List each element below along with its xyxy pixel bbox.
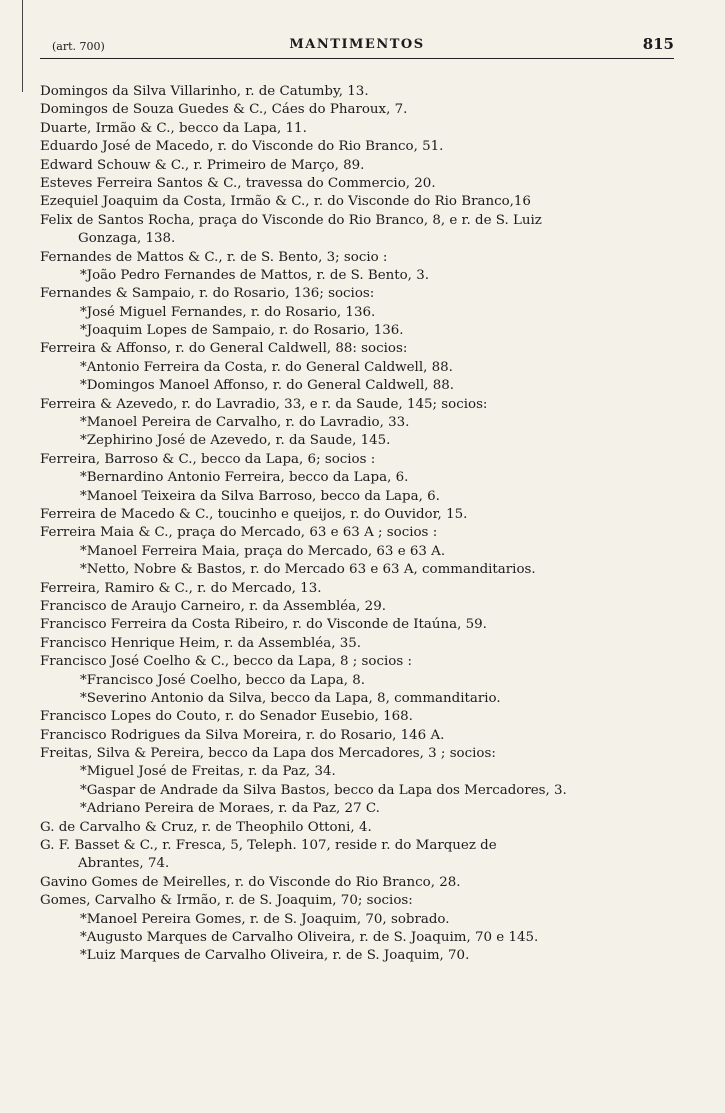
entry-line: Francisco Ferreira da Costa Ribeiro, r. do Visconde de Itaúna, 59.	[40, 617, 487, 633]
partner-line: *Augusto Marques de Carvalho Oliveira, r. de S. Joaquim, 70 e 145.	[80, 929, 539, 945]
continuation-line: Gonzaga, 138.	[78, 231, 176, 247]
partner-line: *José Miguel Fernandes, r. do Rosario, 136.	[80, 304, 376, 320]
article-reference: (art. 700)	[52, 40, 105, 53]
partner-line: *Francisco José Coelho, becco da Lapa, 8.	[80, 672, 366, 688]
partner-line: *João Pedro Fernandes de Mattos, r. de S. Bento, 3.	[80, 267, 429, 283]
partner-line: *Domingos Manoel Affonso, r. do General Caldwell, 88.	[80, 378, 455, 394]
entry-line: Ferreira & Azevedo, r. do Lavradio, 33, e r. da Saude, 145; socios:	[40, 396, 488, 412]
header-rule	[40, 58, 674, 59]
entry-line: Francisco Rodrigues da Silva Moreira, r. do Rosario, 146 A.	[40, 727, 445, 743]
entry-line: Gomes, Carvalho & Irmão, r. de S. Joaquim, 70; socios:	[40, 893, 413, 909]
partner-line: *Manoel Pereira Gomes, r. de S. Joaquim, 70, sobrado.	[80, 911, 450, 927]
partner-line: *Bernardino Antonio Ferreira, becco da Lapa, 6.	[80, 470, 409, 486]
partner-line: *Manoel Pereira de Carvalho, r. do Lavradio, 33.	[80, 415, 410, 431]
entry-line: Gavino Gomes de Meirelles, r. do Visconde do Rio Branco, 28.	[40, 874, 461, 890]
entry-line: Freitas, Silva & Pereira, becco da Lapa dos Mercadores, 3 ; socios:	[40, 746, 496, 762]
entry-line: Francisco José Coelho & C., becco da Lapa, 8 ; socios :	[40, 654, 412, 670]
entry-line: Francisco de Araujo Carneiro, r. da Assembléa, 29.	[40, 598, 386, 614]
partner-line: *Gaspar de Andrade da Silva Bastos, becco da Lapa dos Mercadores, 3.	[80, 782, 567, 798]
partner-line: *Zephirino José de Azevedo, r. da Saude, 145.	[80, 433, 391, 449]
entry-line: Fernandes & Sampaio, r. do Rosario, 136; socios:	[40, 286, 375, 302]
entry-line: G. F. Basset & C., r. Fresca, 5, Teleph. 107, reside r. do Marquez de	[40, 838, 497, 854]
entry-line: Edward Schouw & C., r. Primeiro de Março, 89.	[40, 157, 365, 173]
partner-line: *Luiz Marques de Carvalho Oliveira, r. de S. Joaquim, 70.	[80, 948, 470, 964]
page-title: MANTIMENTOS	[289, 37, 425, 52]
entry-line: Duarte, Irmão & C., becco da Lapa, 11.	[40, 120, 307, 136]
entry-line: Francisco Henrique Heim, r. da Assembléa, 35.	[40, 635, 362, 651]
partner-line: *Severino Antonio da Silva, becco da Lapa, 8, commanditario.	[80, 690, 501, 706]
margin-line	[22, 0, 23, 92]
entry-line: Francisco Lopes do Couto, r. do Senador Eusebio, 168.	[40, 709, 413, 725]
entry-line: Ferreira & Affonso, r. do General Caldwell, 88: socios:	[40, 341, 408, 357]
entry-line: Ferreira Maia & C., praça do Mercado, 63 e 63 A ; socios :	[40, 525, 438, 541]
entry-line: Ezequiel Joaquim da Costa, Irmão & C., r. do Visconde do Rio Branco,16	[40, 194, 531, 210]
entry-line: Ferreira de Macedo & C., toucinho e queijos, r. do Ouvidor, 15.	[40, 506, 468, 522]
partner-line: *Manoel Teixeira da Silva Barroso, becco da Lapa, 6.	[80, 488, 440, 504]
partner-line: *Antonio Ferreira da Costa, r. do General Caldwell, 88.	[80, 359, 453, 375]
page-header	[40, 34, 674, 56]
partner-line: *Adriano Pereira de Moraes, r. da Paz, 27 C.	[80, 801, 380, 817]
entry-list	[40, 83, 680, 966]
entry-line: Ferreira, Barroso & C., becco da Lapa, 6; socios :	[40, 451, 376, 467]
entry-line: Domingos de Souza Guedes & C., Cáes do Pharoux, 7.	[40, 102, 408, 118]
entry-line: Fernandes de Mattos & C., r. de S. Bento, 3; socio :	[40, 249, 388, 265]
entry-line: Esteves Ferreira Santos & C., travessa do Commercio, 20.	[40, 175, 436, 191]
entry-line: Domingos da Silva Villarinho, r. de Catumby, 13.	[40, 84, 369, 99]
entry-line: G. de Carvalho & Cruz, r. de Theophilo Ottoni, 4.	[40, 819, 372, 835]
entry-line: Eduardo José de Macedo, r. do Visconde do Rio Branco, 51.	[40, 139, 444, 155]
partner-line: *Manoel Ferreira Maia, praça do Mercado, 63 e 63 A.	[80, 543, 446, 559]
entry-line: Ferreira, Ramiro & C., r. do Mercado, 13.	[40, 580, 322, 596]
partner-line: *Joaquim Lopes de Sampaio, r. do Rosario, 136.	[80, 323, 404, 339]
page-number: 815	[642, 35, 674, 53]
partner-line: *Netto, Nobre & Bastos, r. do Mercado 63 e 63 A, commanditarios.	[80, 562, 536, 578]
entry-line: Felix de Santos Rocha, praça do Visconde do Rio Branco, 8, e r. de S. Luiz	[40, 212, 542, 228]
continuation-line: Abrantes, 74.	[78, 856, 170, 872]
partner-line: *Miguel José de Freitas, r. da Paz, 34.	[80, 764, 336, 780]
